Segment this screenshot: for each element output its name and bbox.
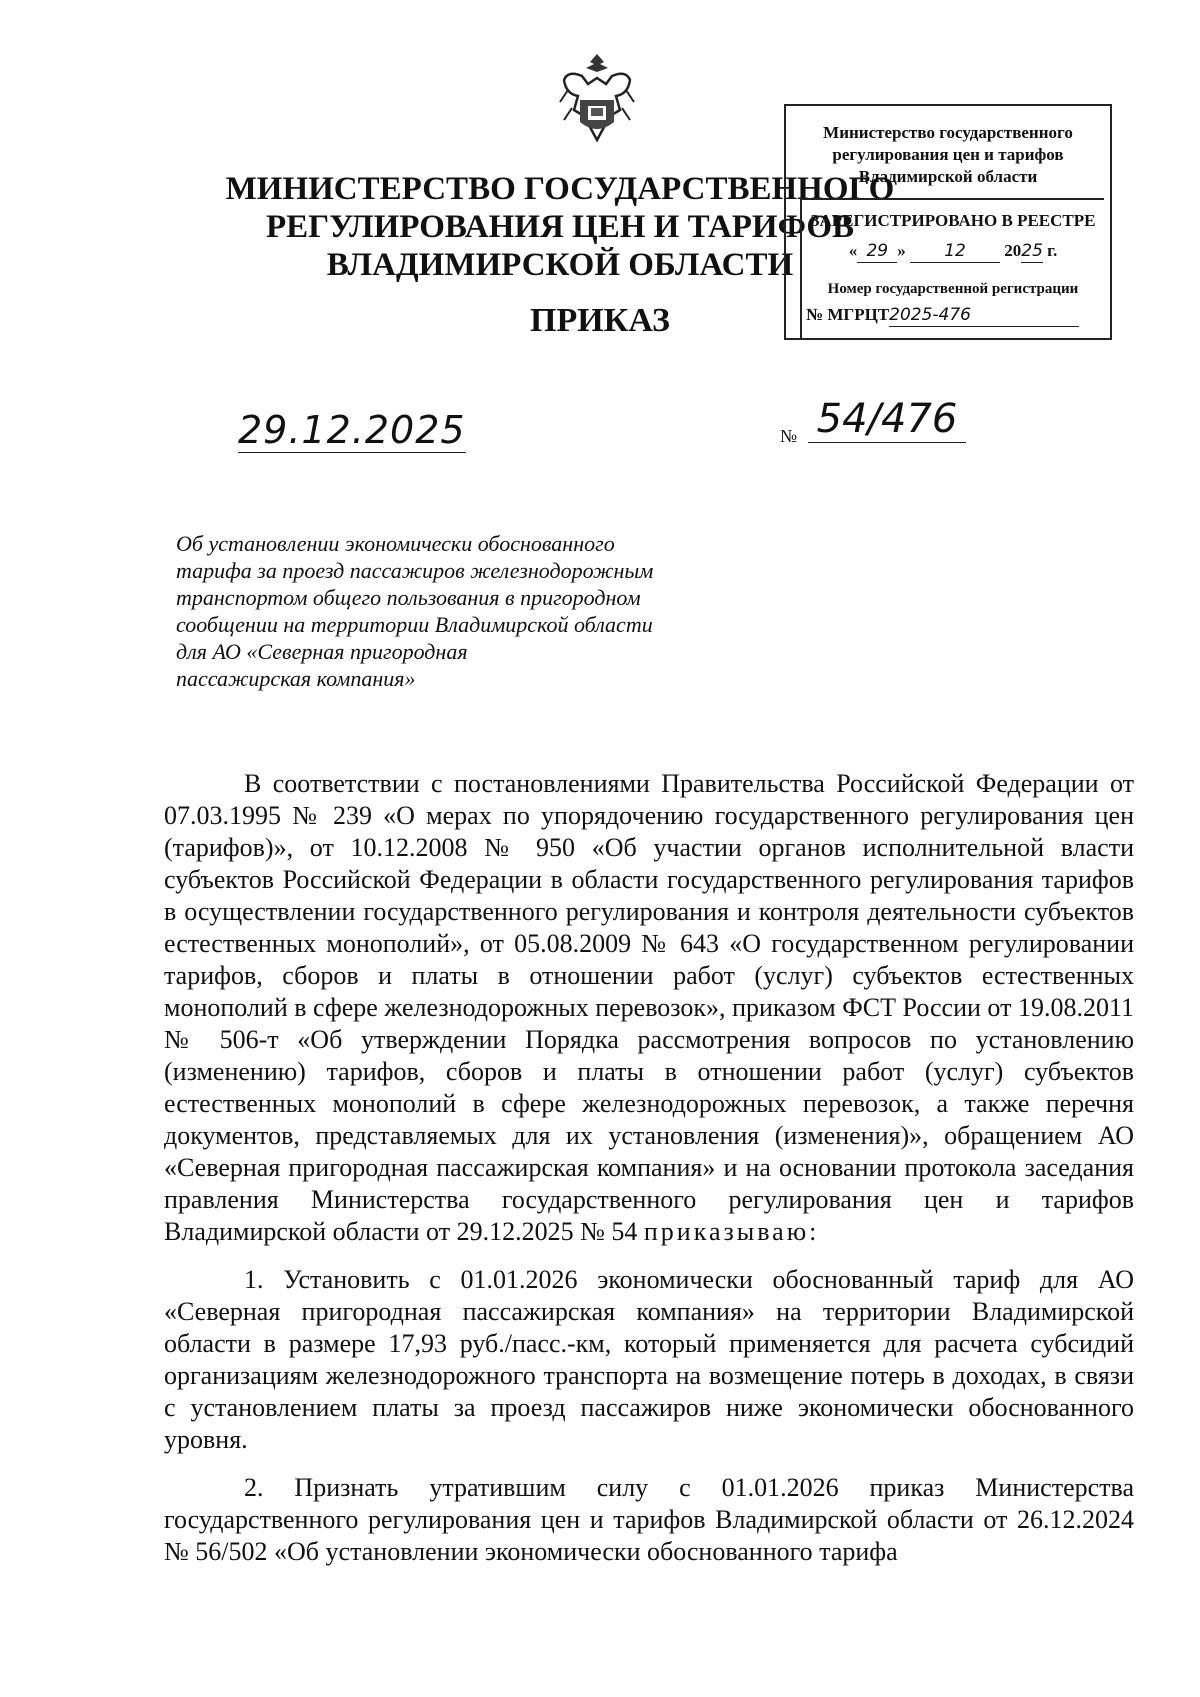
- stamp-header: [786, 122, 1110, 188]
- stamp-line1: Министерство государственного: [823, 123, 1073, 142]
- order-number: 54/476: [808, 396, 966, 443]
- preamble-order-word: приказываю:: [643, 1217, 820, 1246]
- order-subject: [176, 530, 736, 692]
- subject-line: сообщении на территории Владимирской области: [176, 612, 653, 637]
- stamp-date-suffix: г.: [1047, 241, 1058, 260]
- registration-stamp: [784, 104, 1112, 340]
- stamp-date: « 29 » 12 2025 г.: [848, 241, 1058, 261]
- subject-line: пассажирская компания»: [176, 666, 416, 691]
- order-date: [238, 408, 466, 453]
- order-body: [164, 768, 1134, 1584]
- order-heading: ПРИКАЗ: [530, 302, 670, 339]
- order-date-value: 29.12.2025: [238, 408, 466, 452]
- stamp-date-year-prefix: 20: [1004, 241, 1022, 260]
- stamp-reg-prefix: № МГРЦТ: [806, 305, 890, 324]
- stamp-registry-box: [800, 198, 1104, 340]
- preamble-paragraph: [164, 768, 1134, 1248]
- stamp-date-day: 29: [857, 240, 897, 263]
- stamp-registered-label: ЗАРЕГИСТРИРОВАНО В РЕЕСТРЕ: [810, 211, 1096, 230]
- stamp-reg-number-label: Номер государственной регистрации: [827, 281, 1079, 297]
- subject-line: для АО «Северная пригородная: [176, 639, 468, 664]
- subject-line: Об установлении экономически обоснованного: [176, 531, 615, 556]
- stamp-line2: регулирования цен и тарифов: [832, 145, 1064, 164]
- stamp-reg-number: [802, 304, 1108, 327]
- clause-2-paragraph: 2. Признать утратившим силу с 01.01.2026 приказ Министерства государственного регулирования цен и тарифов Владимирской области от 26.12.2024 № 56/502 «Об установлении экономически обоснованного тарифа: [164, 1473, 1134, 1566]
- order-number-sign: №: [780, 426, 798, 446]
- ministry-title-line2: РЕГУЛИРОВАНИЯ ЦЕН И ТАРИФОВ: [265, 209, 855, 245]
- preamble-text: В соответствии с постановлениями Правительства Российской Федерации от 07.03.1995 № 239 «О мерах по упорядочению государственного регулирования цен (тарифов)», от 10.12.2008 № 950 «Об участии органов исполнительной власти субъектов Российской Федерации в области государственного регулирования тарифов в осуществлении государственного регулирования и контроля деятельности субъектов естественных монополий», от 05.08.2009 № 643 «О государственном регулировании тарифов, сборов и платы в отношении работ (услуг) субъектов естественных монополий в сфере железнодорожных перевозок», приказом ФСТ России от 19.08.2011 № 506-т «Об утверждении Порядка рассмотрения вопросов по установлению (изменению) тарифов, сборов и платы в отношении работ (услуг) субъектов естественных монополий в сфере железнодорожных перевозок, а также перечня документов, представляемых для их установления (изменения)», обращением АО «Северная пригородная пассажирская компания» и на основании протокола заседания правления Министерства государственного регулирования цен и тарифов Владимирской области от 29.12.2025 № 54: [164, 769, 1134, 1246]
- ministry-title-line1: МИНИСТЕРСТВО ГОСУДАРСТВЕННОГО: [225, 171, 895, 207]
- stamp-date-year-suffix: 25: [1021, 241, 1043, 261]
- coat-of-arms-icon: [558, 50, 636, 146]
- subject-line: тарифа за проезд пассажиров железнодорожным: [176, 558, 654, 583]
- stamp-reg-number-value: 2025-476: [889, 304, 1079, 327]
- subject-line: транспортом общего пользования в пригородном: [176, 585, 641, 610]
- stamp-line3: Владимирской области: [858, 167, 1038, 186]
- stamp-date-month: 12: [910, 240, 1000, 263]
- ministry-title-line3: ВЛАДИМИРСКОЙ ОБЛАСТИ: [326, 247, 794, 283]
- clause-1-paragraph: 1. Установить с 01.01.2026 экономически обоснованный тариф для АО «Северная пригородная пассажирская компания» на территории Владимирской области в размере 17,93 руб./пасс.-км, который применяется для расчета субсидий организациям железнодорожного транспорта на возмещение потерь в доходах, в связи с установлением платы за проезд пассажиров ниже экономически обоснованного уровня.: [164, 1265, 1134, 1454]
